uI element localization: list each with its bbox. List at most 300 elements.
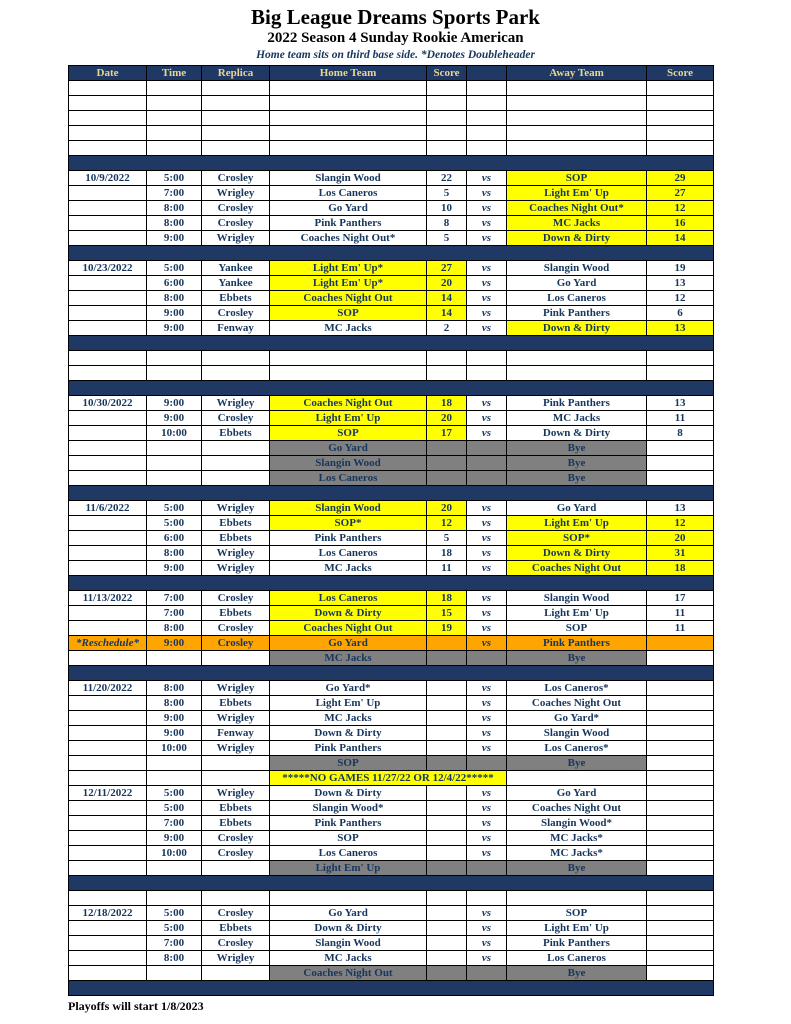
home-team-cell: Go Yard* — [270, 681, 427, 696]
game-row — [69, 396, 714, 411]
vs-cell — [467, 651, 507, 666]
bye-row — [69, 471, 714, 486]
date-cell: 12/18/2022 — [69, 906, 147, 921]
replica-cell — [202, 756, 270, 771]
empty-cell — [69, 111, 147, 126]
date-cell — [69, 456, 147, 471]
date-cell — [69, 696, 147, 711]
replica-cell: Wrigley — [202, 501, 270, 516]
date-cell — [69, 306, 147, 321]
replica-cell: Wrigley — [202, 231, 270, 246]
page-note: Home team sits on third base side. *Denotes Doubleheader — [256, 49, 535, 61]
replica-cell: Wrigley — [202, 561, 270, 576]
home-score-cell — [427, 951, 467, 966]
replica-cell: Wrigley — [202, 546, 270, 561]
empty-cell — [202, 96, 270, 111]
home-score-cell: 18 — [427, 396, 467, 411]
vs-cell: vs — [467, 726, 507, 741]
date-cell — [69, 816, 147, 831]
time-cell — [147, 756, 202, 771]
date-cell — [69, 711, 147, 726]
empty-cell — [467, 96, 507, 111]
away-team-cell: Coaches Night Out* — [507, 201, 647, 216]
empty-cell — [147, 891, 202, 906]
date-cell: 11/6/2022 — [69, 501, 147, 516]
time-cell: 8:00 — [147, 291, 202, 306]
away-team-cell: Go Yard — [507, 501, 647, 516]
date-cell: 10/9/2022 — [69, 171, 147, 186]
away-team-cell: Pink Panthers — [507, 636, 647, 651]
bye-team-cell: Los Caneros — [270, 471, 427, 486]
date-cell — [69, 651, 147, 666]
replica-cell: Crosley — [202, 636, 270, 651]
section-separator — [69, 336, 714, 351]
time-cell: 8:00 — [147, 951, 202, 966]
table-header-row — [69, 66, 714, 81]
sep-row — [69, 486, 714, 501]
empty-cell — [270, 126, 427, 141]
game-row — [69, 306, 714, 321]
date-cell — [69, 231, 147, 246]
home-score-cell — [427, 441, 467, 456]
away-score-cell: 29 — [647, 171, 714, 186]
empty-row — [69, 366, 714, 381]
game-row — [69, 546, 714, 561]
replica-cell: Ebbets — [202, 516, 270, 531]
bye-team-cell: Light Em' Up — [270, 861, 427, 876]
date-cell — [69, 516, 147, 531]
time-cell: 9:00 — [147, 306, 202, 321]
away-score-cell — [647, 681, 714, 696]
home-score-cell — [427, 741, 467, 756]
replica-cell: Crosley — [202, 306, 270, 321]
empty-cell — [647, 141, 714, 156]
empty-cell — [647, 111, 714, 126]
away-score-cell — [647, 861, 714, 876]
home-team-cell: Slangin Wood — [270, 171, 427, 186]
away-score-cell — [647, 756, 714, 771]
away-score-cell — [647, 471, 714, 486]
vs-cell: vs — [467, 261, 507, 276]
home-team-cell: Los Caneros — [270, 186, 427, 201]
game-row — [69, 531, 714, 546]
time-cell: 5:00 — [147, 171, 202, 186]
home-score-cell — [427, 936, 467, 951]
replica-cell: Yankee — [202, 261, 270, 276]
time-cell: 5:00 — [147, 516, 202, 531]
replica-cell: Yankee — [202, 276, 270, 291]
replica-cell: Crosley — [202, 906, 270, 921]
date-cell — [69, 756, 147, 771]
vs-cell: vs — [467, 846, 507, 861]
time-cell: 5:00 — [147, 261, 202, 276]
replica-cell — [202, 456, 270, 471]
empty-cell — [507, 351, 647, 366]
empty-cell — [69, 366, 147, 381]
away-team-cell: Down & Dirty — [507, 321, 647, 336]
game-row — [69, 321, 714, 336]
home-team-cell: Coaches Night Out — [270, 291, 427, 306]
empty-row — [69, 891, 714, 906]
vs-cell: vs — [467, 621, 507, 636]
empty-cell — [647, 891, 714, 906]
time-cell: 5:00 — [147, 501, 202, 516]
away-score-cell — [647, 741, 714, 756]
replica-cell: Ebbets — [202, 921, 270, 936]
home-team-cell: Coaches Night Out — [270, 621, 427, 636]
away-score-cell — [647, 951, 714, 966]
banner-row — [69, 771, 714, 786]
section-separator — [69, 486, 714, 501]
home-score-cell: 12 — [427, 516, 467, 531]
home-team-cell: Slangin Wood* — [270, 801, 427, 816]
section-separator — [69, 981, 714, 996]
date-cell — [69, 936, 147, 951]
bye-row — [69, 861, 714, 876]
page-title: Big League Dreams Sports Park — [251, 5, 540, 29]
time-cell: 7:00 — [147, 186, 202, 201]
vs-cell: vs — [467, 426, 507, 441]
section-separator — [69, 876, 714, 891]
date-cell — [69, 621, 147, 636]
empty-row — [69, 96, 714, 111]
away-score-cell: 12 — [647, 516, 714, 531]
schedule-table — [68, 65, 714, 996]
home-score-cell: 11 — [427, 561, 467, 576]
empty-cell — [147, 96, 202, 111]
away-team-cell: SOP — [507, 621, 647, 636]
replica-cell: Crosley — [202, 846, 270, 861]
away-team-cell: Go Yard* — [507, 711, 647, 726]
vs-cell: vs — [467, 291, 507, 306]
away-team-cell: Light Em' Up — [507, 921, 647, 936]
time-cell: 9:00 — [147, 831, 202, 846]
empty-cell — [467, 81, 507, 96]
empty-cell — [467, 126, 507, 141]
away-team-cell: Light Em' Up — [507, 186, 647, 201]
game-row — [69, 561, 714, 576]
away-team-cell: Coaches Night Out — [507, 561, 647, 576]
home-team-cell: Down & Dirty — [270, 786, 427, 801]
empty-cell — [647, 351, 714, 366]
home-team-cell: Slangin Wood — [270, 936, 427, 951]
home-score-cell: 20 — [427, 501, 467, 516]
home-team-cell: MC Jacks — [270, 711, 427, 726]
empty-cell — [467, 351, 507, 366]
replica-cell — [202, 471, 270, 486]
game-row — [69, 921, 714, 936]
home-team-cell: Light Em' Up* — [270, 261, 427, 276]
away-team-cell: Pink Panthers — [507, 936, 647, 951]
replica-cell: Ebbets — [202, 816, 270, 831]
vs-cell — [467, 861, 507, 876]
date-cell: 10/23/2022 — [69, 261, 147, 276]
home-score-cell: 8 — [427, 216, 467, 231]
away-team-cell: Coaches Night Out — [507, 801, 647, 816]
home-team-cell: Coaches Night Out — [270, 396, 427, 411]
vs-cell: vs — [467, 276, 507, 291]
home-score-cell — [427, 861, 467, 876]
game-row — [69, 681, 714, 696]
away-team-cell: Los Caneros — [507, 951, 647, 966]
game-row — [69, 846, 714, 861]
time-cell — [147, 441, 202, 456]
away-team-cell: MC Jacks* — [507, 846, 647, 861]
bye-row — [69, 966, 714, 981]
replica-cell: Crosley — [202, 411, 270, 426]
replica-cell: Wrigley — [202, 786, 270, 801]
home-team-cell: SOP — [270, 306, 427, 321]
game-row — [69, 261, 714, 276]
empty-cell — [69, 81, 147, 96]
empty-cell — [69, 771, 147, 786]
home-score-cell — [427, 846, 467, 861]
date-cell — [69, 441, 147, 456]
away-team-cell: SOP — [507, 906, 647, 921]
sep-row — [69, 246, 714, 261]
empty-row — [69, 81, 714, 96]
home-score-cell: 5 — [427, 231, 467, 246]
date-cell — [69, 201, 147, 216]
vs-cell: vs — [467, 396, 507, 411]
vs-cell: vs — [467, 816, 507, 831]
replica-cell — [202, 441, 270, 456]
time-cell: 9:00 — [147, 321, 202, 336]
home-score-cell — [427, 801, 467, 816]
replica-cell — [202, 651, 270, 666]
replica-cell — [202, 966, 270, 981]
bye-row — [69, 756, 714, 771]
empty-cell — [69, 126, 147, 141]
page-subtitle: 2022 Season 4 Sunday Rookie American — [267, 30, 524, 46]
empty-cell — [427, 351, 467, 366]
footer-note: Playoffs will start 1/8/2023 — [68, 999, 204, 1013]
date-cell — [69, 471, 147, 486]
date-cell — [69, 546, 147, 561]
bye-label-cell: Bye — [507, 756, 647, 771]
game-row — [69, 516, 714, 531]
home-score-cell: 18 — [427, 546, 467, 561]
vs-cell: vs — [467, 936, 507, 951]
empty-cell — [507, 891, 647, 906]
date-cell — [69, 831, 147, 846]
sep-row — [69, 381, 714, 396]
away-score-cell: 18 — [647, 561, 714, 576]
home-score-cell: 19 — [427, 621, 467, 636]
date-cell — [69, 216, 147, 231]
time-cell: 8:00 — [147, 201, 202, 216]
bye-label-cell: Bye — [507, 441, 647, 456]
empty-cell — [202, 771, 270, 786]
empty-cell — [147, 81, 202, 96]
vs-cell: vs — [467, 411, 507, 426]
sep-row — [69, 876, 714, 891]
date-cell — [69, 531, 147, 546]
home-team-cell: Go Yard — [270, 906, 427, 921]
away-score-cell: 16 — [647, 216, 714, 231]
home-team-cell: SOP* — [270, 516, 427, 531]
away-score-cell — [647, 651, 714, 666]
empty-row — [69, 141, 714, 156]
game-row — [69, 621, 714, 636]
header-vs — [467, 66, 507, 81]
empty-cell — [427, 96, 467, 111]
time-cell: 8:00 — [147, 546, 202, 561]
empty-cell — [270, 111, 427, 126]
home-score-cell — [427, 756, 467, 771]
empty-cell — [202, 81, 270, 96]
time-cell: 8:00 — [147, 621, 202, 636]
home-score-cell — [427, 711, 467, 726]
vs-cell: vs — [467, 906, 507, 921]
game-row — [69, 591, 714, 606]
away-team-cell: Go Yard — [507, 276, 647, 291]
time-cell: 10:00 — [147, 426, 202, 441]
away-team-cell: Pink Panthers — [507, 306, 647, 321]
vs-cell — [467, 471, 507, 486]
empty-cell — [147, 141, 202, 156]
empty-cell — [647, 96, 714, 111]
game-row — [69, 816, 714, 831]
empty-cell — [69, 141, 147, 156]
vs-cell: vs — [467, 696, 507, 711]
replica-cell: Wrigley — [202, 711, 270, 726]
home-score-cell — [427, 786, 467, 801]
away-team-cell: MC Jacks* — [507, 831, 647, 846]
vs-cell: vs — [467, 801, 507, 816]
vs-cell — [467, 441, 507, 456]
time-cell: 5:00 — [147, 906, 202, 921]
vs-cell: vs — [467, 321, 507, 336]
away-score-cell: 11 — [647, 621, 714, 636]
game-row — [69, 276, 714, 291]
date-cell: 11/20/2022 — [69, 681, 147, 696]
home-score-cell: 15 — [427, 606, 467, 621]
away-team-cell: Los Caneros* — [507, 681, 647, 696]
home-team-cell: MC Jacks — [270, 951, 427, 966]
header-replica: Replica — [202, 66, 270, 81]
time-cell: 7:00 — [147, 936, 202, 951]
time-cell: 8:00 — [147, 216, 202, 231]
bye-label-cell: Bye — [507, 966, 647, 981]
away-score-cell: 8 — [647, 426, 714, 441]
date-cell — [69, 276, 147, 291]
game-row — [69, 171, 714, 186]
empty-cell — [147, 126, 202, 141]
home-score-cell — [427, 681, 467, 696]
vs-cell: vs — [467, 606, 507, 621]
header-date: Date — [69, 66, 147, 81]
vs-cell: vs — [467, 531, 507, 546]
date-cell — [69, 966, 147, 981]
date-cell: *Reschedule* — [69, 636, 147, 651]
date-cell — [69, 801, 147, 816]
game-row — [69, 696, 714, 711]
game-row — [69, 216, 714, 231]
empty-cell — [270, 891, 427, 906]
replica-cell: Wrigley — [202, 681, 270, 696]
sep-row — [69, 981, 714, 996]
replica-cell: Crosley — [202, 591, 270, 606]
time-cell: 10:00 — [147, 846, 202, 861]
game-row — [69, 801, 714, 816]
home-score-cell — [427, 906, 467, 921]
game-row — [69, 951, 714, 966]
replica-cell: Ebbets — [202, 696, 270, 711]
time-cell: 9:00 — [147, 711, 202, 726]
vs-cell: vs — [467, 306, 507, 321]
away-score-cell: 13 — [647, 501, 714, 516]
time-cell — [147, 966, 202, 981]
home-team-cell: SOP — [270, 426, 427, 441]
empty-row — [69, 126, 714, 141]
date-cell — [69, 411, 147, 426]
vs-cell: vs — [467, 546, 507, 561]
away-score-cell: 13 — [647, 321, 714, 336]
sep-row — [69, 336, 714, 351]
empty-cell — [507, 126, 647, 141]
bye-label-cell: Bye — [507, 471, 647, 486]
home-score-cell — [427, 456, 467, 471]
away-team-cell: Down & Dirty — [507, 231, 647, 246]
header-away-score: Score — [647, 66, 714, 81]
resched-row — [69, 636, 714, 651]
home-score-cell — [427, 651, 467, 666]
away-score-cell: 6 — [647, 306, 714, 321]
replica-cell: Wrigley — [202, 186, 270, 201]
replica-cell: Ebbets — [202, 426, 270, 441]
home-score-cell: 5 — [427, 531, 467, 546]
replica-cell: Ebbets — [202, 291, 270, 306]
game-row — [69, 726, 714, 741]
vs-cell — [467, 456, 507, 471]
time-cell: 6:00 — [147, 531, 202, 546]
empty-cell — [507, 96, 647, 111]
time-cell: 9:00 — [147, 561, 202, 576]
away-team-cell: Pink Panthers — [507, 396, 647, 411]
away-team-cell: MC Jacks — [507, 216, 647, 231]
empty-cell — [202, 141, 270, 156]
empty-cell — [647, 771, 714, 786]
replica-cell: Fenway — [202, 321, 270, 336]
time-cell: 5:00 — [147, 801, 202, 816]
game-row — [69, 231, 714, 246]
time-cell: 10:00 — [147, 741, 202, 756]
date-cell — [69, 426, 147, 441]
game-row — [69, 501, 714, 516]
header-time: Time — [147, 66, 202, 81]
away-team-cell: Light Em' Up — [507, 516, 647, 531]
away-score-cell — [647, 936, 714, 951]
empty-cell — [270, 81, 427, 96]
game-row — [69, 186, 714, 201]
section-separator — [69, 246, 714, 261]
bye-label-cell: Bye — [507, 456, 647, 471]
away-team-cell: Down & Dirty — [507, 426, 647, 441]
sep-row — [69, 156, 714, 171]
home-score-cell: 22 — [427, 171, 467, 186]
home-team-cell: Pink Panthers — [270, 741, 427, 756]
schedule-table-body — [69, 81, 714, 996]
vs-cell: vs — [467, 561, 507, 576]
date-cell — [69, 861, 147, 876]
vs-cell: vs — [467, 831, 507, 846]
bye-label-cell: Bye — [507, 651, 647, 666]
empty-cell — [427, 366, 467, 381]
away-score-cell — [647, 801, 714, 816]
home-team-cell: Light Em' Up — [270, 696, 427, 711]
away-team-cell: SOP* — [507, 531, 647, 546]
